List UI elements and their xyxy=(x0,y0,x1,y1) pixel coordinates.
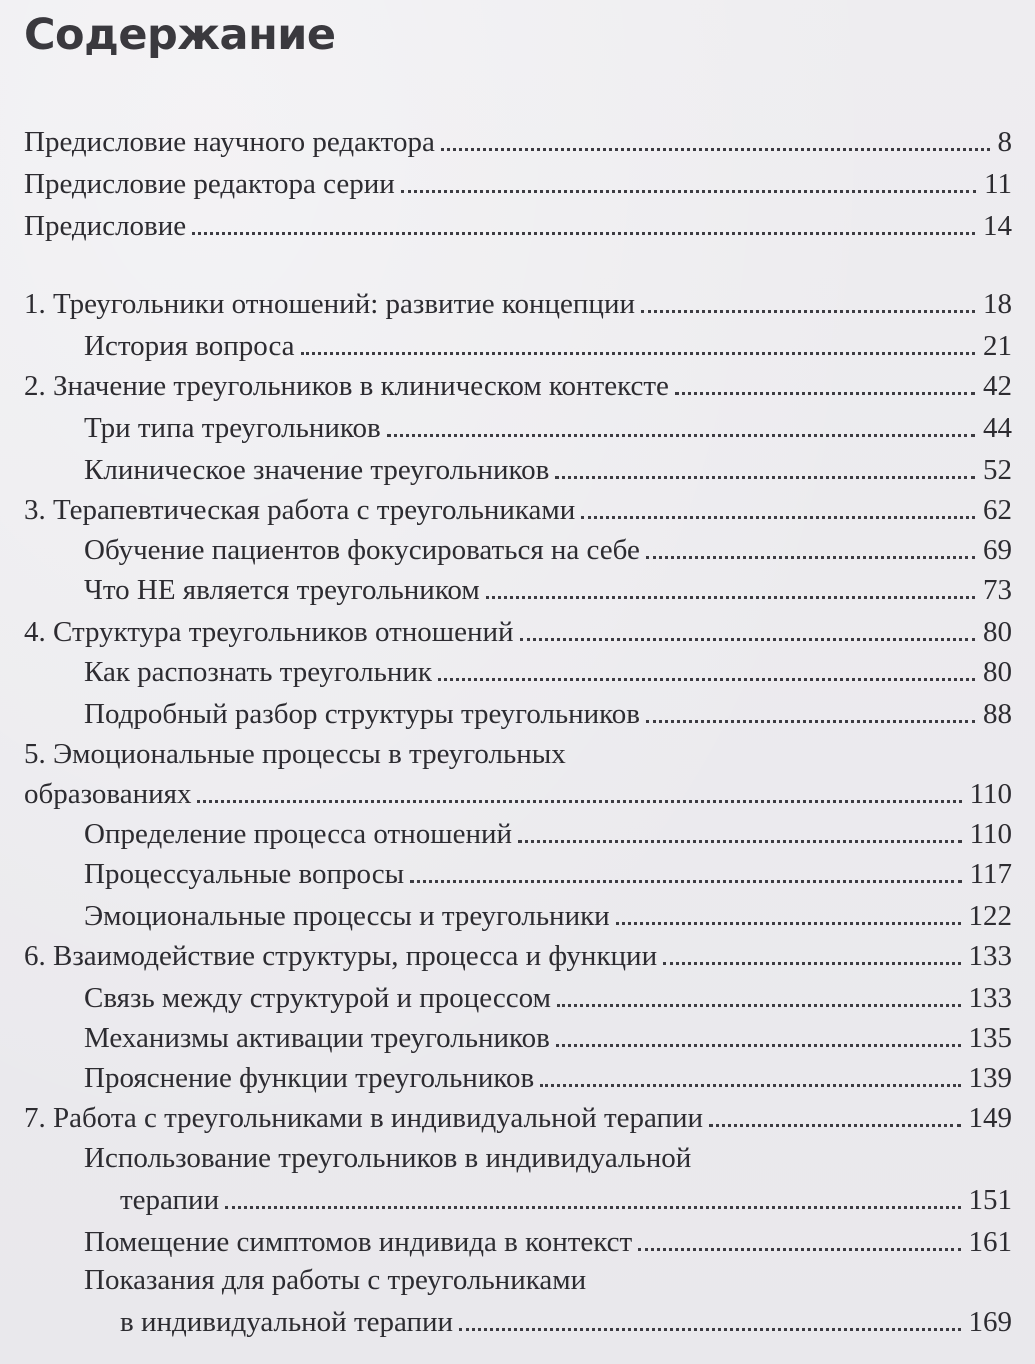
toc-section-entry xyxy=(84,530,1012,568)
toc-page-number: 110 xyxy=(969,778,1012,810)
toc-page-number: 14 xyxy=(983,210,1012,242)
toc-entry-title: Предисловие редактора серии xyxy=(24,168,395,200)
toc-page-number: 52 xyxy=(983,454,1012,486)
toc-entry-title: Механизмы активации треугольников xyxy=(84,1022,550,1054)
toc-entry-title: 7. Работа с треугольниками в индивидуальной терапии xyxy=(24,1102,704,1134)
toc-chapter-entry xyxy=(24,612,1012,650)
dot-leader xyxy=(555,476,975,479)
toc-section-entry xyxy=(84,1018,1012,1056)
toc-section-entry xyxy=(84,1222,1012,1260)
toc-chapter-entry xyxy=(24,366,1012,404)
toc-chapter-entry xyxy=(24,122,1012,160)
dot-leader xyxy=(557,1004,961,1007)
toc-section-entry xyxy=(84,326,1012,364)
toc-chapter-entry xyxy=(24,936,1012,974)
toc-page-number: 73 xyxy=(983,574,1012,606)
toc-entry-title: Процессуальные вопросы xyxy=(84,858,405,890)
toc-section-entry xyxy=(84,1260,1012,1298)
dot-leader xyxy=(709,1124,960,1127)
toc-page-number: 139 xyxy=(968,1062,1012,1094)
toc-section-entry xyxy=(84,570,1012,608)
toc-entry-title: Определение процесса отношений xyxy=(84,818,513,850)
toc-section-entry xyxy=(84,408,1012,446)
toc-section-entry xyxy=(84,1138,1012,1176)
dot-leader xyxy=(646,720,975,723)
toc-page-number: 8 xyxy=(997,126,1012,158)
toc-page-number: 133 xyxy=(968,940,1012,972)
toc-page-number: 80 xyxy=(983,616,1012,648)
toc-entry-title: Связь между структурой и процессом xyxy=(84,982,551,1014)
dot-leader xyxy=(486,596,975,599)
dot-leader xyxy=(301,352,975,355)
toc-page-number: 122 xyxy=(968,900,1012,932)
toc-entry-title: 6. Взаимодействие структуры, процесса и функции xyxy=(24,940,658,972)
toc-section-entry xyxy=(84,814,1012,852)
toc-page-number: 149 xyxy=(968,1102,1012,1134)
dot-leader xyxy=(518,840,962,843)
toc-entry-title: Как распознать треугольник xyxy=(84,656,432,688)
toc-entry-title: образованиях xyxy=(24,778,192,810)
toc-section-entry xyxy=(84,896,1012,934)
toc-entry-title: Предисловие научного редактора xyxy=(24,126,435,158)
dot-leader xyxy=(556,1044,961,1047)
toc-entry-title: в индивидуальной терапии xyxy=(120,1306,454,1338)
toc-entry-title: Обучение пациентов фокусироваться на себе xyxy=(84,534,640,566)
toc-page-number: 18 xyxy=(983,288,1012,320)
toc-chapter-entry xyxy=(24,734,1012,772)
toc-page-number: 42 xyxy=(983,370,1012,402)
dot-leader xyxy=(387,434,975,437)
toc-page-number: 21 xyxy=(983,330,1012,362)
toc-entry-title: Показания для работы с треугольниками xyxy=(84,1264,587,1296)
toc-entry-title: 2. Значение треугольников в клиническом контексте xyxy=(24,370,669,402)
dot-leader xyxy=(638,1248,960,1251)
toc-page-number: 135 xyxy=(968,1022,1012,1054)
toc-entry-title: Помещение симптомов индивида в контекст xyxy=(84,1226,633,1258)
dot-leader xyxy=(646,556,975,559)
dot-leader xyxy=(225,1206,960,1209)
toc-chapter-entry xyxy=(24,284,1012,322)
dot-leader xyxy=(410,880,961,883)
toc-page-number: 110 xyxy=(969,818,1012,850)
toc-page-number: 69 xyxy=(983,534,1012,566)
dot-leader xyxy=(401,190,976,193)
toc-chapter-entry xyxy=(24,206,1012,244)
toc-page-number: 117 xyxy=(969,858,1012,890)
toc-section-entry xyxy=(84,1058,1012,1096)
toc-entry-title: 1. Треугольники отношений: развитие концепции xyxy=(24,288,635,320)
dot-leader xyxy=(675,392,975,395)
toc-chapter-entry xyxy=(24,774,1012,812)
toc-entry-title: 3. Терапевтическая работа с треугольниками xyxy=(24,494,576,526)
dot-leader xyxy=(438,678,975,681)
toc-chapter-entry xyxy=(24,1098,1012,1136)
toc-page-number: 11 xyxy=(984,168,1012,200)
dot-leader xyxy=(540,1084,960,1087)
dot-leader xyxy=(192,232,975,235)
toc-section-entry xyxy=(120,1302,1012,1340)
toc-page-number: 88 xyxy=(983,698,1012,730)
toc-entry-title: 5. Эмоциональные процессы в треугольных xyxy=(24,738,566,770)
toc-entry-title: Клиническое значение треугольников xyxy=(84,454,550,486)
toc-section-entry xyxy=(120,1180,1012,1218)
toc-section-entry xyxy=(84,854,1012,892)
toc-entry-title: Что НЕ является треугольником xyxy=(84,574,480,606)
toc-chapter-entry xyxy=(24,490,1012,528)
dot-leader xyxy=(616,922,961,925)
toc-section-entry xyxy=(84,652,1012,690)
toc-entry-title: Подробный разбор структуры треугольников xyxy=(84,698,640,730)
toc-chapter-entry xyxy=(24,164,1012,202)
toc-page-number: 169 xyxy=(968,1306,1012,1338)
toc-entry-title: Использование треугольников в индивидуальной xyxy=(84,1142,692,1174)
toc-entry-title: Предисловие xyxy=(24,210,187,242)
toc-section-entry xyxy=(84,978,1012,1016)
toc-page-number: 151 xyxy=(968,1184,1012,1216)
page-title: Содержание xyxy=(24,10,336,60)
toc-entry-title: Прояснение функции треугольников xyxy=(84,1062,535,1094)
toc-page-number: 44 xyxy=(983,412,1012,444)
toc-page-number: 62 xyxy=(983,494,1012,526)
toc-page-number: 133 xyxy=(968,982,1012,1014)
toc-section-entry xyxy=(84,694,1012,732)
toc-entry-title: История вопроса xyxy=(84,330,295,362)
dot-leader xyxy=(663,962,960,965)
dot-leader xyxy=(441,148,990,151)
toc-page-number: 80 xyxy=(983,656,1012,688)
dot-leader xyxy=(641,310,975,313)
toc-entry-title: Три типа треугольников xyxy=(84,412,381,444)
dot-leader xyxy=(459,1328,960,1331)
toc-section-entry xyxy=(84,450,1012,488)
toc-entry-title: 4. Структура треугольников отношений xyxy=(24,616,514,648)
dot-leader xyxy=(581,516,975,519)
dot-leader xyxy=(197,800,961,803)
toc-entry-title: терапии xyxy=(120,1184,220,1216)
toc-page-number: 161 xyxy=(968,1226,1012,1258)
dot-leader xyxy=(520,638,975,641)
toc-entry-title: Эмоциональные процессы и треугольники xyxy=(84,900,610,932)
